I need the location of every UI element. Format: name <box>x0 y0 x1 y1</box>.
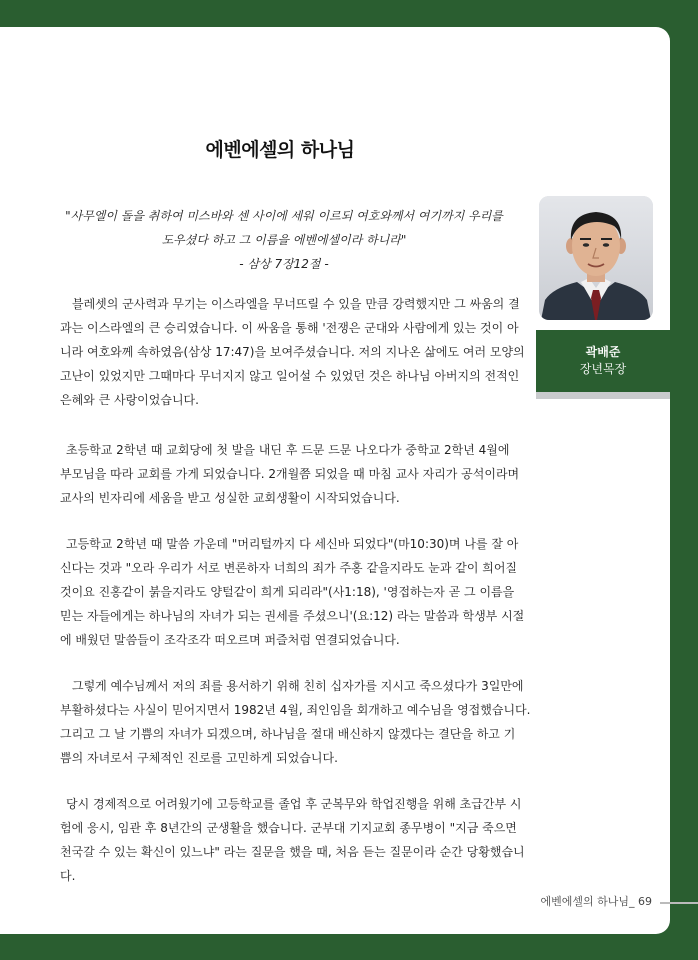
text-line: 부모님을 따라 교회를 가게 되었습니다. 2개월쯤 되었을 때 마침 교사 자리가 공석이라며 <box>60 467 520 481</box>
text-line: 천국갈 수 있는 확신이 있느냐" 라는 질문을 했을 때, 처음 듣는 질문이라 순간 당황했습니 <box>60 845 525 859</box>
author-name-box <box>536 330 670 392</box>
text-line: 에 배웠던 말씀들이 조각조각 떠오르며 퍼즐처럼 연결되었습니다. <box>60 633 400 647</box>
text-line: 초등학교 2학년 때 교회당에 첫 발을 내딘 후 드문 드문 나오다가 중학교 2학년 4월에 <box>66 443 510 457</box>
footer-title: 에벤에셀의 하나님 <box>540 895 629 908</box>
text-line: 것이요 진홍같이 붉을지라도 양털같이 희게 되리라"(사1:18), '영접하는자 곧 그 이름을 <box>60 585 515 599</box>
footer-rule <box>660 902 698 904</box>
author-name: 곽배준 <box>585 345 621 359</box>
text-line: 쁨의 자녀로서 구체적인 진로를 고민하게 되었습니다. <box>60 751 338 765</box>
paragraph-2 <box>60 438 520 510</box>
footer-separator: _ <box>629 895 635 908</box>
text-line: 고등학교 2학년 때 말씀 가운데 "머리털까지 다 세신바 되었다"(마10:30)며 나를 잘 아 <box>66 537 519 551</box>
page-number: 69 <box>638 895 652 908</box>
page <box>0 27 670 934</box>
text-line: 당시 경제적으로 어려웠기에 고등학교를 졸업 후 군복무와 학업진행을 위해 초급간부 시 <box>66 797 522 811</box>
text-line: 교사의 빈자리에 세움을 받고 성실한 교회생활이 시작되었습니다. <box>60 491 400 505</box>
page-footer <box>540 893 652 909</box>
text-line: 부활하셨다는 사실이 믿어지면서 1982년 4월, 죄인임을 회개하고 예수님을 영접했습니다. <box>60 703 531 717</box>
author-role: 장년목장 <box>579 362 627 376</box>
text-line: 과는 이스라엘의 큰 승리였습니다. 이 싸움을 통해 '전쟁은 군대와 사람에게 있는 것이 아 <box>60 321 519 335</box>
page-title: 에벤에셀의 하나님 <box>205 139 355 161</box>
scripture-quote <box>60 204 508 276</box>
quote-line: "사무엘이 돌을 취하여 미스바와 센 사이에 세워 이르되 여호와께서 여기까지 우리를 <box>65 209 503 223</box>
text-line: 그리고 그 날 기쁨의 자녀가 되겠으며, 하나님을 절대 배신하지 않겠다는 결단을 하고 기 <box>60 727 516 741</box>
text-line: 블레셋의 군사력과 무기는 이스라엘을 무너뜨릴 수 있을 만큼 강력했지만 그 싸움의 결 <box>72 297 520 311</box>
paragraph-5 <box>60 792 525 888</box>
text-line: 다. <box>60 869 76 883</box>
text-line: 니라 여호와께 속하였음(삼상 17:47)을 보여주셨습니다. 저의 지나온 삶에도 여러 모양의 <box>60 345 525 359</box>
quote-source: - 삼상 7장12절 - <box>239 257 329 271</box>
text-line: 험에 응시, 임관 후 8년간의 군생활을 했습니다. 군부대 기지교회 종무병이 "지금 죽으면 <box>60 821 517 835</box>
paragraph-1 <box>60 292 525 412</box>
text-line: 은혜와 큰 사랑이었습니다. <box>60 393 199 407</box>
text-line: 고난이 있었지만 그때마다 무너지지 않고 일어설 수 있었던 것은 하나님 아버지의 전적인 <box>60 369 520 383</box>
paragraph-4 <box>60 674 531 770</box>
divider <box>536 392 670 399</box>
portrait-icon <box>539 196 653 320</box>
text-line: 신다는 것과 "오라 우리가 서로 변론하자 너희의 죄가 주홍 같을지라도 눈과 같이 희어질 <box>60 561 518 575</box>
text-line: 믿는 자들에게는 하나님의 자녀가 되는 권세를 주셨으니'(요:12) 라는 말씀과 학생부 시절 <box>60 609 525 623</box>
paragraph-3 <box>60 532 525 652</box>
quote-line: 도우셨다 하고 그 이름을 에벤에셀이라 하니라" <box>161 233 407 247</box>
author-photo <box>539 196 653 320</box>
text-line: 그렇게 예수님께서 저의 죄를 용서하기 위해 친히 십자가를 지시고 죽으셨다가 3일만에 <box>72 679 524 693</box>
